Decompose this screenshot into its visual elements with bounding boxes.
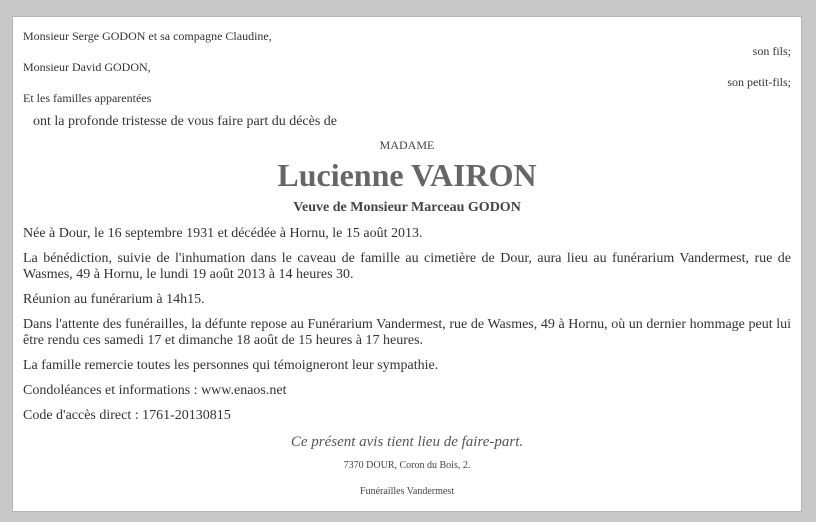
visitation-paragraph: Dans l'attente des funérailles, la défunte repose au Funérarium Vandermest, rue de Wasmes, 49 à Hornu, où un dernier hommage peut lui être rendu ces samedi 17 et dimanche 18 août de 15 heures à 17 heures.: [23, 317, 791, 348]
family-address: 7370 DOUR, Coron du Bois, 2.: [343, 460, 471, 471]
ceremony-paragraph: La bénédiction, suivie de l'inhumation dans le caveau de famille au cimetière de Dour, aura lieu au funérarium Vandermest, rue de Wasmes, 49 à Hornu, le lundi 19 août 2013 à 14 heures 30.: [23, 251, 791, 282]
birth-death-paragraph: Née à Dour, le 16 septembre 1931 et décédée à Hornu, le 15 août 2013.: [23, 226, 423, 241]
meeting-paragraph: Réunion au funérarium à 14h15.: [23, 292, 205, 307]
deceased-name: Lucienne VAIRON: [277, 157, 537, 193]
family-member-1: Monsieur Serge GODON et sa compagne Claudine,: [23, 29, 272, 43]
notice-statement: Ce présent avis tient lieu de faire-part.: [290, 434, 524, 450]
family-relatives: Et les familles apparentées: [23, 91, 152, 105]
notice-content: [23, 29, 791, 497]
announcement-intro: ont la profonde tristesse de vous faire part du décès de: [33, 114, 338, 129]
family-relation-1: son fils;: [752, 44, 791, 58]
funeral-home-name: Funérailles Vandermest: [360, 486, 454, 497]
family-member-2: Monsieur David GODON,: [23, 60, 151, 74]
family-relation-2: son petit-fils;: [727, 75, 791, 89]
obituary-notice: [12, 16, 802, 512]
document-frame: [4, 6, 806, 514]
widow-of: Veuve de Monsieur Marceau GODON: [293, 200, 521, 215]
deceased-title: MADAME: [379, 138, 435, 152]
access-code-paragraph: Code d'accès direct : 1761-20130815: [23, 408, 231, 423]
condolences-paragraph: Condoléances et informations : www.enaos.net: [23, 383, 287, 398]
thanks-paragraph: La famille remercie toutes les personnes qui témoigneront leur sympathie.: [23, 358, 439, 373]
